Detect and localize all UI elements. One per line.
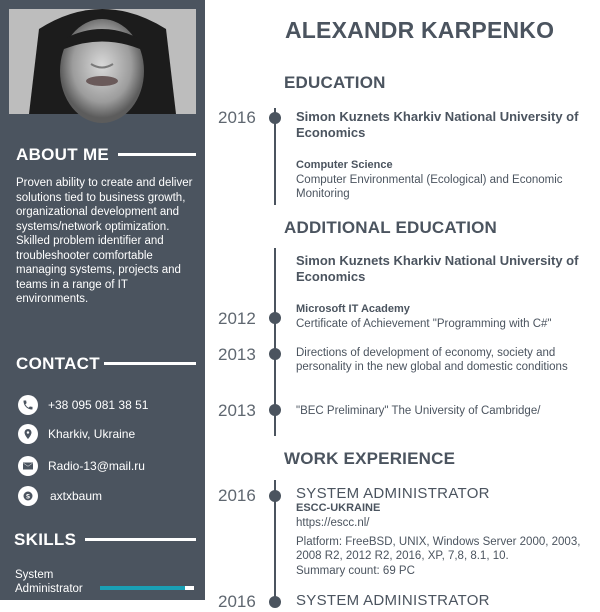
additional-item-text: Certificate of Achievement "Programming with C#" xyxy=(296,318,552,330)
about-paragraph: Skilled problem identifier and troubleshooter comfortable managing systems, projects and teams in a range of IT environments. xyxy=(16,235,181,305)
education-detail: Computer Environmental (Ecological) and Economic Monitoring xyxy=(296,174,563,200)
additional-year-3: 2013 xyxy=(218,401,256,420)
envelope-icon xyxy=(18,456,38,476)
skill-bar-fill xyxy=(100,586,185,590)
work-title: SYSTEM ADMINISTRATOR xyxy=(296,485,490,502)
work-company: ESCC-UKRAINE xyxy=(296,502,381,514)
work-year-next: 2016 xyxy=(218,592,256,611)
timeline-dot xyxy=(269,596,281,608)
skill-label: System Administrator xyxy=(15,569,83,595)
contact-email-text: Radio-13@mail.ru xyxy=(48,459,145,473)
work-url[interactable]: https://escc.nl/ xyxy=(296,517,370,529)
phone-icon xyxy=(18,395,38,415)
skype-icon xyxy=(18,486,38,506)
work-title-next: SYSTEM ADMINISTRATOR xyxy=(296,592,490,609)
additional-year-2: 2013 xyxy=(218,345,256,364)
contact-phone[interactable] xyxy=(18,394,148,416)
contact-phone-text: +38 095 081 38 51 xyxy=(48,398,149,412)
timeline-dot xyxy=(269,348,281,360)
about-text xyxy=(16,176,196,307)
education-degree: Computer Science xyxy=(296,159,393,171)
timeline-dot xyxy=(269,112,281,124)
additional-year-1: 2012 xyxy=(218,309,256,328)
additional-item-text: Directions of development of economy, society and personality in the new global and domestic conditions xyxy=(296,347,568,373)
about-paragraph: Proven ability to create and deliver solutions tied to business growth, organizational development and systems/network optimization. xyxy=(16,177,193,233)
work-year: 2016 xyxy=(218,486,256,505)
skills-rule xyxy=(85,538,196,541)
contact-skype[interactable] xyxy=(18,485,102,507)
work-platform: Platform: FreeBSD, UNIX, Windows Server 2000, 2003, 2008 R2, 2012 R2, 2016, XP, 7,8, 8.1, 10. xyxy=(296,536,581,562)
education-school: Simon Kuznets Kharkiv National University of Economics xyxy=(296,109,579,140)
contact-location xyxy=(18,423,135,445)
additional-school: Simon Kuznets Kharkiv National University of Economics xyxy=(296,253,579,284)
timeline-dot xyxy=(269,490,281,502)
education-heading: EDUCATION xyxy=(284,73,386,92)
svg-text:S: S xyxy=(25,493,31,501)
sidebar xyxy=(0,0,205,600)
skill-bar xyxy=(100,586,194,590)
work-experience-heading: WORK EXPERIENCE xyxy=(284,449,456,468)
timeline-dot xyxy=(269,404,281,416)
skills-heading: SKILLS xyxy=(14,530,77,549)
timeline-dot xyxy=(269,312,281,324)
contact-email[interactable] xyxy=(18,455,145,477)
about-rule xyxy=(118,153,196,156)
contact-heading: CONTACT xyxy=(16,354,100,373)
work-summary: Summary count: 69 PC xyxy=(296,565,415,577)
about-heading: ABOUT ME xyxy=(16,145,110,164)
additional-item-title: Microsoft IT Academy xyxy=(296,303,410,315)
candidate-name: ALEXANDR KARPENKO xyxy=(285,17,555,43)
contact-rule xyxy=(104,362,196,365)
profile-photo xyxy=(9,9,196,114)
additional-education-heading: ADDITIONAL EDUCATION xyxy=(284,218,498,237)
contact-location-text: Kharkiv, Ukraine xyxy=(48,427,136,441)
additional-item-text: "BEC Preliminary" The University of Cambridge/ xyxy=(296,405,541,417)
contact-skype-text: axtxbaum xyxy=(50,489,103,503)
location-pin-icon xyxy=(18,424,38,444)
education-year: 2016 xyxy=(218,108,256,127)
